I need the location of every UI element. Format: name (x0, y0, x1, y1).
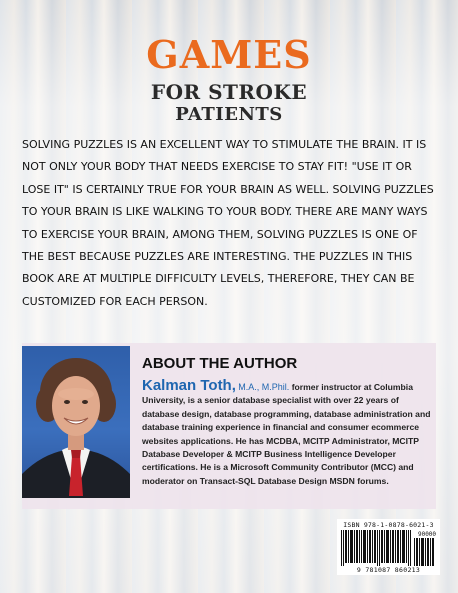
book-title: GAMES (146, 32, 312, 77)
book-description: SOLVING PUZZLES IS AN EXCELLENT WAY TO STIMULATE THE BRAIN. IT IS NOT ONLY YOUR BODY THAT NEEDS EXERCISE TO STAY FIT! "USE IT OR LOSE IT" IS CERTAINLY TRUE FOR YOUR BRAIN AS WELL. SOLVING PUZZLES TO YOUR BRAIN IS LIKE WALKING TO YOUR BODY. THERE ARE MANY WAYS TO EXERCISE YOUR BRAIN, AMONG THEM, SOLVING PUZZLES IS ONE OF THE BEST BECAUSE PUZZLES ARE INTERESTING. THE PUZZLES IN THIS BOOK ARE AT MULTIPLE DIFFICULTY LEVELS, THEREFORE, THEY CAN BE CUSTOMIZED FOR EACH PERSON. (22, 138, 434, 308)
isbn-label: ISBN 978-1-0878-6021-3 (343, 521, 434, 529)
author-bio (142, 379, 432, 488)
book-subtitle-line2: PATIENTS (175, 104, 283, 125)
about-author-heading: ABOUT THE AUTHOR (142, 355, 298, 372)
author-photo (22, 346, 130, 498)
about-author-panel (22, 343, 436, 509)
isbn-barcode (337, 519, 440, 575)
author-portrait-illustration (22, 346, 130, 498)
author-credentials: M.A., M.Phil. (238, 382, 290, 392)
barcode-price-code: 90000 (414, 531, 440, 538)
barcode-digits: 9 781087 860213 (356, 566, 421, 574)
author-bio-text: former instructor at Columbia University, is a senior database specialist with over 22 years of database design, database programming, database administration and database training experience in financial and consumer ecommerce websites applications. He has MCDBA, MCITP Administrator, MCITP Database Developer & MCITP Business Intelligence Developer certifications. He is a Microsoft Community Contributor (MCC) and moderator on Transact-SQL Database Design MSDN forums. (142, 382, 431, 486)
book-subtitle-line1: FOR STROKE (150, 80, 308, 104)
author-name: Kalman Toth, (142, 377, 236, 394)
